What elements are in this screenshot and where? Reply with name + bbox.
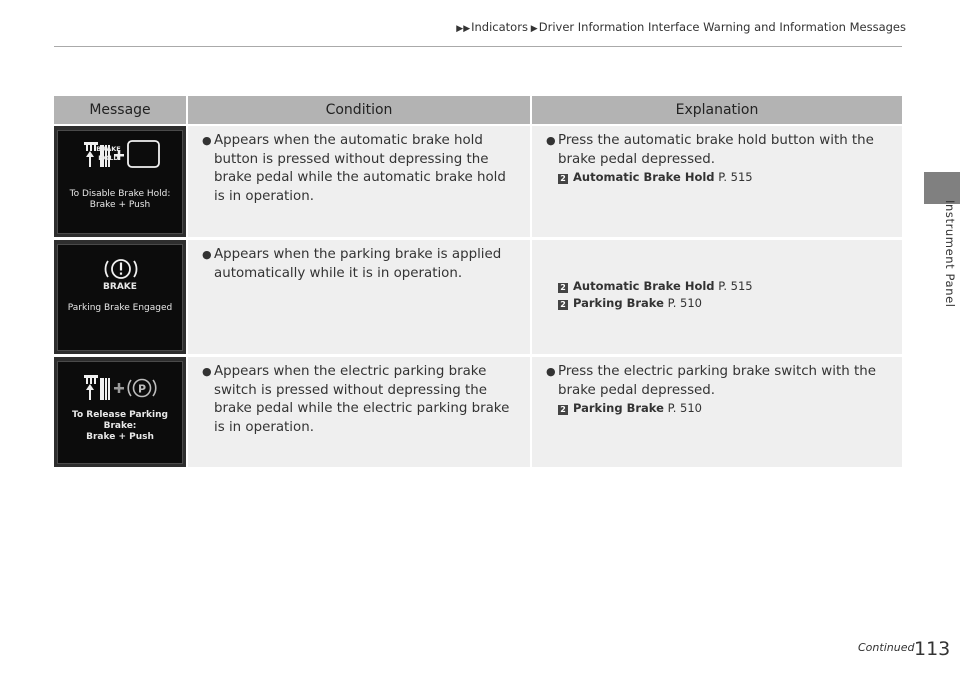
cross-reference-link[interactable]: 2 Parking Brake P. 510	[558, 400, 890, 417]
triangle-icon: ▶	[527, 24, 538, 34]
table-row	[54, 126, 902, 237]
header-divider	[54, 46, 902, 47]
explanation-cell	[532, 126, 902, 237]
explanation-text: Press the automatic brake hold button with the brake pedal depressed.	[558, 133, 874, 167]
explanation-cell	[532, 357, 902, 467]
message-image-cell	[54, 126, 188, 237]
table-header	[54, 96, 902, 124]
bullet-icon: ●	[546, 134, 556, 147]
screen-caption-line2: Brake + Push	[89, 200, 151, 210]
bullet-icon: ●	[202, 134, 212, 147]
condition-cell	[188, 357, 532, 467]
brake-hold-badge-line1: BRAKE	[96, 145, 121, 153]
page-number: 113	[914, 638, 951, 660]
screen-caption-line2: Brake + Push	[86, 432, 154, 442]
chapter-label: Instrument Panel	[943, 200, 957, 308]
reference-arrow-icon: 2	[558, 174, 568, 184]
screen-caption-line1: To Release Parking Brake:	[72, 410, 168, 431]
condition-text: Appears when the automatic brake hold button is pressed without depressing the brake pedal while the automatic brake hold is in operation.	[214, 133, 506, 204]
reference-arrow-icon: 2	[558, 300, 568, 310]
message-image-cell	[54, 240, 188, 354]
column-header-message: Message	[54, 96, 188, 124]
screen-caption-line1: To Disable Brake Hold:	[69, 189, 171, 199]
bullet-icon: ●	[202, 365, 212, 378]
screen-caption-line1: Parking Brake Engaged	[67, 303, 173, 313]
cross-reference-link[interactable]: 2 Automatic Brake Hold P. 515	[558, 278, 890, 295]
condition-cell	[188, 126, 532, 237]
message-image-cell	[54, 357, 188, 467]
column-header-condition: Condition	[188, 96, 532, 124]
table-row	[54, 240, 902, 354]
bullet-icon: ●	[202, 248, 212, 261]
continued-label: Continued	[858, 641, 915, 654]
messages-table	[54, 96, 902, 467]
brake-label: BRAKE	[103, 282, 137, 292]
column-header-explanation: Explanation	[675, 102, 759, 118]
breadcrumb-indicators[interactable]: Indicators	[471, 20, 528, 34]
explanation-cell	[532, 240, 902, 354]
display-screen	[57, 361, 183, 464]
table-row	[54, 357, 902, 467]
cross-reference-link[interactable]: 2 Automatic Brake Hold P. 515	[558, 169, 890, 186]
condition-text: Appears when the parking brake is applied automatically while it is in operation.	[214, 247, 502, 281]
triangle-icon: ▶▶	[456, 24, 471, 34]
display-screen	[57, 244, 183, 351]
condition-text: Appears when the electric parking brake switch is pressed without depressing the brake pedal while the electric parking brake is in operation.	[214, 364, 510, 435]
svg-text:P: P	[137, 382, 147, 396]
cross-reference-link[interactable]: 2 Parking Brake P. 510	[558, 295, 890, 312]
explanation-text: Press the electric parking brake switch with the brake pedal depressed.	[558, 364, 876, 398]
display-screen	[57, 130, 183, 234]
condition-cell	[188, 240, 532, 354]
breadcrumb-section[interactable]: Driver Information Interface Warning and Information Messages	[538, 20, 906, 34]
reference-arrow-icon: 2	[558, 405, 568, 415]
bullet-icon: ●	[546, 365, 556, 378]
reference-arrow-icon: 2	[558, 283, 568, 293]
breadcrumb	[446, 20, 906, 36]
brake-hold-badge-line2: HOLD	[98, 154, 119, 162]
